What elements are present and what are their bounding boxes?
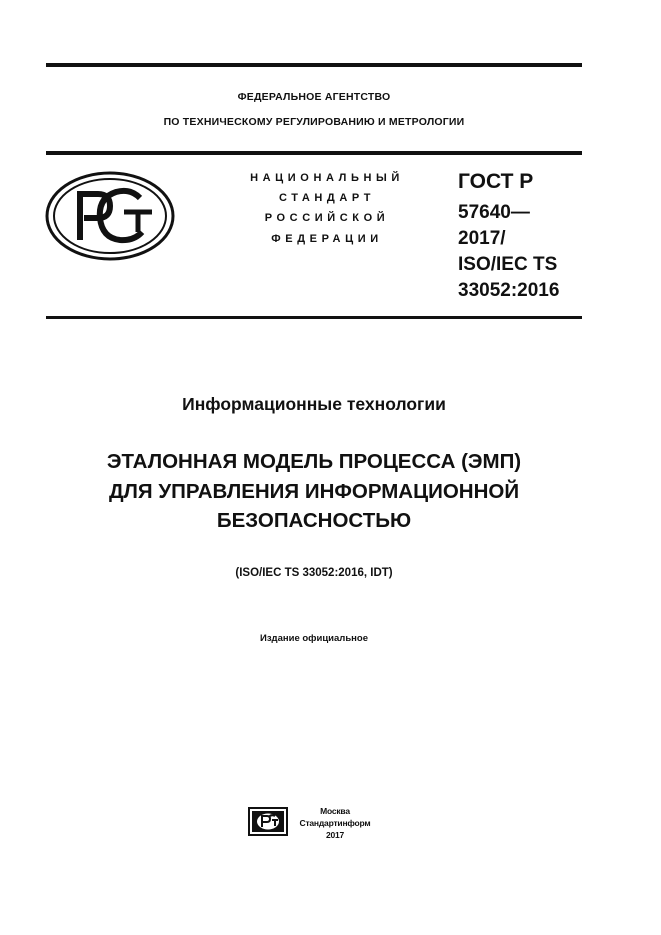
agency-line-2: ПО ТЕХНИЧЕСКОМУ РЕГУЛИРОВАНИЮ И МЕТРОЛОГИИ bbox=[163, 116, 465, 128]
top-rule bbox=[46, 63, 582, 67]
publisher-city: Москва bbox=[320, 806, 350, 816]
title-line-3: БЕЗОПАСНОСТЬЮ bbox=[216, 509, 412, 532]
standard-type-line-1: НАЦИОНАЛЬНЫЙ bbox=[250, 172, 404, 184]
designation-line-2: 57640— bbox=[458, 202, 530, 223]
designation-rule bbox=[46, 316, 582, 319]
standard-type-line-3: РОССИЙСКОЙ bbox=[264, 212, 390, 224]
designation-line-4: ISO/IEC TS bbox=[458, 254, 558, 275]
standartinform-logo-icon bbox=[248, 805, 290, 837]
agency-line-1: ФЕДЕРАЛЬНОЕ АГЕНТСТВО bbox=[237, 91, 391, 103]
identity-note: (ISO/IEC TS 33052:2016, IDT) bbox=[235, 567, 393, 579]
title-line-1: ЭТАЛОННАЯ МОДЕЛЬ ПРОЦЕССА (ЭМП) bbox=[106, 450, 522, 473]
publisher-year: 2017 bbox=[325, 830, 345, 840]
header-rule bbox=[46, 151, 582, 155]
title-line-2: ДЛЯ УПРАВЛЕНИЯ ИНФОРМАЦИОННОЙ bbox=[108, 480, 520, 503]
designation-line-1: ГОСТ Р bbox=[458, 170, 534, 193]
edition-note: Издание официальное bbox=[260, 633, 368, 644]
rst-certification-mark-icon bbox=[44, 170, 176, 262]
designation-line-5: 33052:2016 bbox=[458, 280, 560, 301]
standard-type-line-2: СТАНДАРТ bbox=[278, 192, 376, 204]
standard-type-line-4: ФЕДЕРАЦИИ bbox=[271, 233, 383, 245]
publisher-name: Стандартинформ bbox=[299, 818, 371, 828]
subject-heading: Информационные технологии bbox=[182, 394, 446, 414]
designation-line-3: 2017/ bbox=[458, 228, 506, 249]
